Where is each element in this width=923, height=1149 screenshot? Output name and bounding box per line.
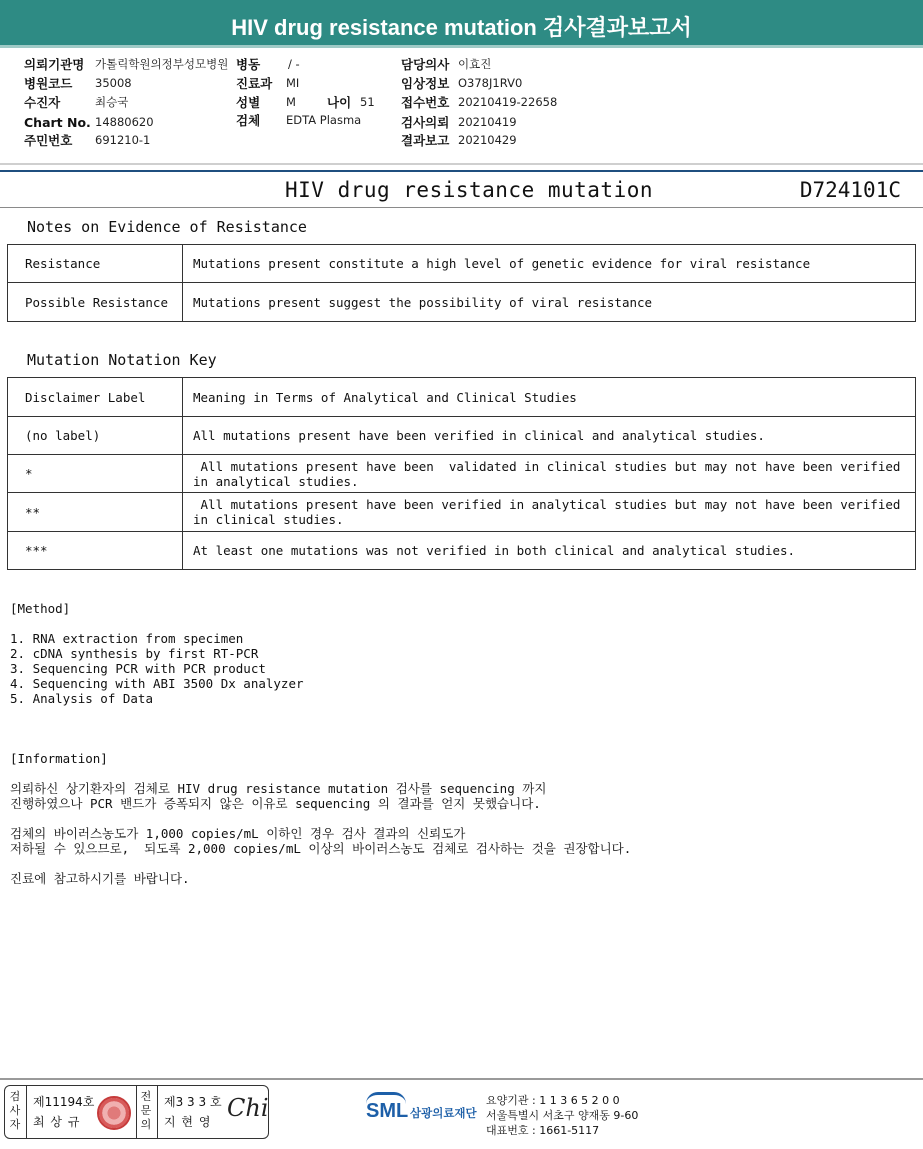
signature-mark: Chi: [227, 1094, 269, 1122]
divider: [136, 1086, 137, 1138]
dept-label: 진료과: [236, 76, 273, 91]
examiner-name: 최 상 규: [33, 1115, 81, 1129]
key-text: All mutations present have been verified in clinical and analytical studies.: [183, 417, 916, 455]
signature-box: [4, 1085, 269, 1139]
key-label: *: [8, 455, 183, 493]
notes-heading: Notes on Evidence of Resistance: [27, 218, 307, 236]
logo-name: 삼광의료재단: [410, 1106, 477, 1120]
divider: [0, 170, 923, 172]
sex-value: M: [286, 95, 296, 109]
chart-label: Chart No.: [24, 115, 91, 130]
divider: [0, 207, 923, 208]
information-heading: [Information]: [10, 751, 108, 766]
table-row: [8, 417, 916, 455]
method-step: 1. RNA extraction from specimen: [10, 631, 244, 646]
information-paragraph: 검체의 바이러스농도가 1,000 copies/mL 이하인 경우 검사 결과의 신뢰도가 저하될 수 있으므로, 되도록 2,000 copies/mL 이상의 바이러스농도 검체로 검사하는 것을 권장합니다.: [10, 826, 632, 856]
examinee-label: 수진자: [24, 95, 61, 110]
method-heading: [Method]: [10, 601, 71, 616]
notes-label: Possible Resistance: [8, 283, 183, 322]
table-row: [8, 455, 916, 493]
key-label: ***: [8, 532, 183, 570]
phone: 대표번호 : 1661-5117: [486, 1124, 600, 1137]
request-value: 20210419: [458, 115, 517, 129]
seal-icon: [97, 1096, 131, 1130]
clinical-value: O378J1RV0: [458, 76, 523, 90]
hospital-code-label: 병원코드: [24, 76, 73, 91]
hospital-code-value: 35008: [95, 76, 132, 90]
key-table: [7, 377, 916, 570]
key-header-label: Disclaimer Label: [8, 378, 183, 417]
care-code: 요양기관 : 1 1 3 6 5 2 0 0: [486, 1094, 620, 1107]
specialist-license: 제3 3 3 호: [164, 1095, 222, 1109]
report-value: 20210429: [458, 133, 517, 147]
examinee-value: 최승국: [95, 95, 129, 109]
notes-text: Mutations present constitute a high level of genetic evidence for viral resistance: [183, 245, 916, 283]
age-label: 나이: [327, 95, 352, 110]
specialist-name: 지 현 영: [164, 1115, 212, 1129]
sex-label: 성별: [236, 95, 261, 110]
request-label: 검사의뢰: [401, 115, 450, 130]
key-text: All mutations present have been validated in clinical studies but may not have been verified in analytical studies.: [183, 455, 916, 493]
organization-info: [486, 1093, 638, 1138]
divider: [0, 163, 923, 165]
clinical-label: 임상정보: [401, 76, 450, 91]
age-value: 51: [360, 95, 375, 109]
method-step: 2. cDNA synthesis by first RT-PCR: [10, 646, 259, 661]
key-header-meaning: Meaning in Terms of Analytical and Clinical Studies: [183, 378, 916, 417]
divider: [157, 1086, 158, 1138]
ward-label: 병동: [236, 57, 261, 72]
method-step: 5. Analysis of Data: [10, 691, 153, 706]
notes-table: [7, 244, 916, 322]
key-text: At least one mutations was not verified in both clinical and analytical studies.: [183, 532, 916, 570]
hospital-value: 가톨릭학원의정부성모병원: [95, 57, 229, 71]
method-step: 4. Sequencing with ABI 3500 Dx analyzer: [10, 676, 304, 691]
ward-value: / -: [288, 57, 300, 71]
notes-label: Resistance: [8, 245, 183, 283]
resident-label: 주민번호: [24, 133, 73, 148]
specimen-value: EDTA Plasma: [286, 113, 362, 127]
report-label: 결과보고: [401, 133, 450, 148]
table-row: [8, 493, 916, 532]
information-paragraph: 의뢰하신 상기환자의 검체로 HIV drug resistance mutation 검사를 sequencing 까지 진행하였으나 PCR 밴드가 증폭되지 않은 이유로 sequencing 의 결과를 얻지 못했습니다.: [10, 781, 547, 811]
dept-value: MI: [286, 76, 300, 90]
key-label: **: [8, 493, 183, 532]
chart-value: 14880620: [95, 115, 154, 129]
table-row: [8, 283, 916, 322]
receipt-value: 20210419-22658: [458, 95, 558, 109]
hospital-label: 의뢰기관명: [24, 57, 85, 72]
resident-value: 691210-1: [95, 133, 151, 147]
key-label: (no label): [8, 417, 183, 455]
divider: [0, 1078, 923, 1080]
table-row: [8, 378, 916, 417]
specialist-vertical-label: 전 문 의: [140, 1090, 152, 1131]
key-heading: Mutation Notation Key: [27, 351, 217, 369]
doctor-label: 담당의사: [401, 57, 450, 72]
information-paragraph: 진료에 참고하시기를 바랍니다.: [10, 871, 190, 886]
receipt-label: 접수번호: [401, 95, 450, 110]
report-title: HIV drug resistance mutation 검사결과보고서: [0, 0, 923, 48]
examiner-license: 제11194호: [33, 1095, 95, 1109]
specimen-label: 검체: [236, 113, 261, 128]
address: 서울특별시 서초구 양재동 9-60: [486, 1109, 639, 1122]
notes-text: Mutations present suggest the possibility of viral resistance: [183, 283, 916, 322]
key-text: All mutations present have been verified in analytical studies but may not have been verified in clinical studies.: [183, 493, 916, 532]
logo-mark: SML: [366, 1100, 409, 1122]
doctor-value: 이효진: [458, 57, 492, 71]
examiner-vertical-label: 검 사 자: [9, 1090, 21, 1131]
table-row: [8, 245, 916, 283]
method-step: 3. Sequencing PCR with PCR product: [10, 661, 266, 676]
table-row: [8, 532, 916, 570]
divider: [26, 1086, 27, 1138]
document-title: HIV drug resistance mutation: [285, 178, 654, 202]
document-code: D724101C: [799, 178, 901, 202]
